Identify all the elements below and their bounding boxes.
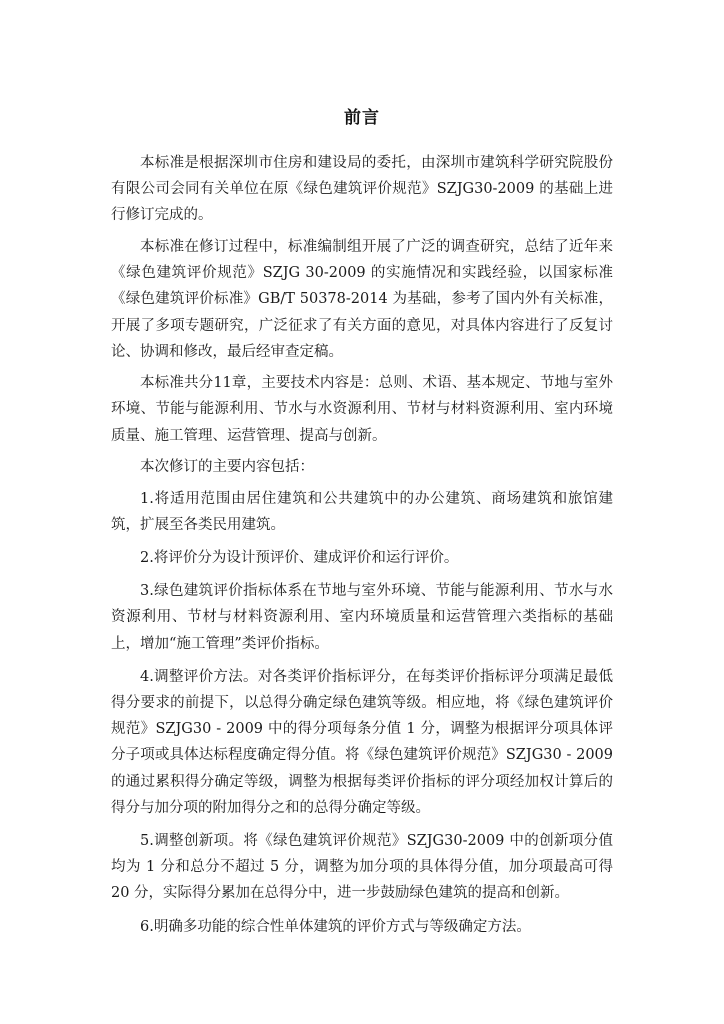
paragraph-changes-heading: 本次修订的主要内容包括： [140,459,314,476]
paragraph-chapters: 本标准共分11章，主要技术内容是：总则、术语、基本规定、节地与室外环境、节能与能源利用、节水与水资源利用、节材与材料资源利用、室内环境质量、施工管理、运营管理、提高与创新。 [111,375,613,444]
list-item-6: 6.明确多功能的综合性单体建筑的评价方式与等级确定方法。 [140,918,531,935]
list-item-2: 2.将评价分为设计预评价、建成评价和运行评价。 [140,550,459,567]
paragraph-intro: 本标准是根据深圳市住房和建设局的委托，由深圳市建筑科学研究院股份有限公司会同有关单位在原《绿色建筑评价规范》SZJG30-2009 的基础上进行修订完成的。 [111,155,613,224]
document-body [111,150,613,947]
list-item-5: 5.调整创新项。将《绿色建筑评价规范》SZJG30-2009 中的创新项分值均为 1 分和总分不超过 5 分，调整为加分项的具体得分值，加分项最高可得 20 分，实际得分累加在总得分中，进一步鼓励绿色建筑的提高和创新。 [111,833,613,902]
page-title: 前言 [344,108,380,128]
list-item-1: 1.将适用范围由居住建筑和公共建筑中的办公建筑、商场建筑和旅馆建筑，扩展至各类民用建筑。 [111,490,613,533]
paragraph-revision-process: 本标准在修订过程中，标准编制组开展了广泛的调查研究，总结了近年来《绿色建筑评价规范》SZJG 30-2009 的实施情况和实践经验，以国家标准《绿色建筑评价标准》GB/T 50378-2014 为基础，参考了国内外有关标准，开展了多项专题研究，广泛征求了有关方面的意见，对具体内容进行了反复讨论、协调和修改，最后经审查定稿。 [111,238,613,360]
list-item-3: 3.绿色建筑评价指标体系在节地与室外环境、节能与能源利用、节水与水资源利用、节材与材料资源利用、室内环境质量和运营管理六类指标的基础上，增加“施工管理”类评价指标。 [111,583,613,652]
list-item-4: 4.调整评价方法。对各类评价指标评分，在每类评价指标评分项满足最低得分要求的前提下，以总得分确定绿色建筑等级。相应地，将《绿色建筑评价规范》SZJG30 - 2009 中的得分项每条分值 1 分，调整为根据评分项具体评分子项或具体达标程度确定得分值。将《绿色建筑评价规范》SZJG30 - 2009 的通过累积得分确定等级，调整为根据每类评价指标的评分项经加权计算后的得分与加分项的附加得分之和的总得分确定等级。 [111,668,613,816]
